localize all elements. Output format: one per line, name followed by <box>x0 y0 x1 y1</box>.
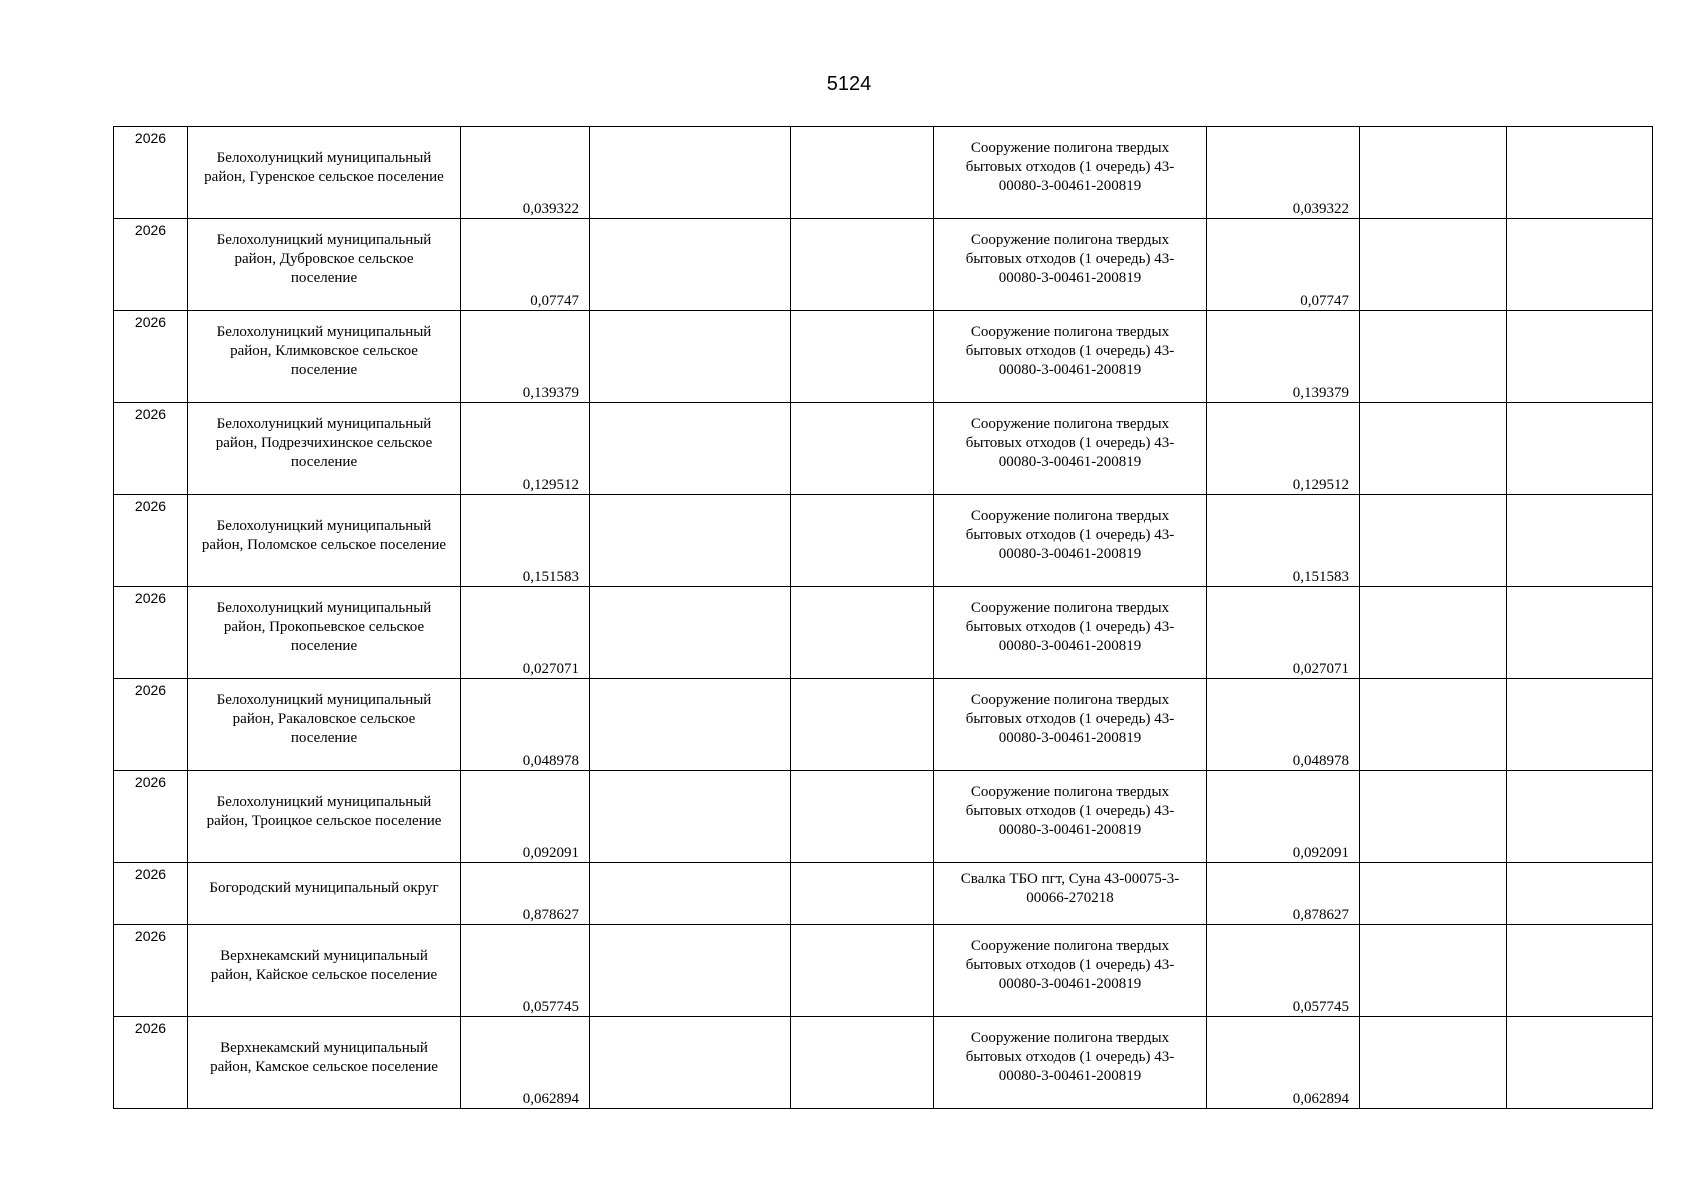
facility-amount-cell: 0,07747 <box>1207 219 1360 311</box>
year-cell: 2026 <box>114 311 188 403</box>
amount-cell: 0,129512 <box>461 403 590 495</box>
waste-facility-cell: Сооружение полигона твердых бытовых отходов (1 очередь) 43-00080-3-00461-200819 <box>934 771 1207 863</box>
year-cell: 2026 <box>114 1017 188 1109</box>
empty-cell <box>1507 127 1653 219</box>
empty-cell <box>791 495 934 587</box>
empty-cell <box>1360 863 1507 925</box>
waste-facility-cell: Сооружение полигона твердых бытовых отходов (1 очередь) 43-00080-3-00461-200819 <box>934 403 1207 495</box>
table-row <box>114 311 1653 403</box>
year-cell: 2026 <box>114 771 188 863</box>
waste-facility-cell: Сооружение полигона твердых бытовых отходов (1 очередь) 43-00080-3-00461-200819 <box>934 495 1207 587</box>
waste-facility-cell: Сооружение полигона твердых бытовых отходов (1 очередь) 43-00080-3-00461-200819 <box>934 679 1207 771</box>
empty-cell <box>791 127 934 219</box>
page-number: 5124 <box>826 73 872 95</box>
municipality-cell: Белохолуницкий муниципальный район, Гуренское сельское поселение <box>188 127 461 219</box>
table-row <box>114 495 1653 587</box>
amount-cell: 0,139379 <box>461 311 590 403</box>
year-cell: 2026 <box>114 925 188 1017</box>
empty-cell <box>590 925 791 1017</box>
waste-facility-cell: Сооружение полигона твердых бытовых отходов (1 очередь) 43-00080-3-00461-200819 <box>934 925 1207 1017</box>
year-cell: 2026 <box>114 219 188 311</box>
empty-cell <box>590 863 791 925</box>
year-cell: 2026 <box>114 127 188 219</box>
empty-cell <box>791 403 934 495</box>
empty-cell <box>590 1017 791 1109</box>
empty-cell <box>590 495 791 587</box>
amount-cell: 0,151583 <box>461 495 590 587</box>
empty-cell <box>590 771 791 863</box>
municipality-cell: Верхнекамский муниципальный район, Кайское сельское поселение <box>188 925 461 1017</box>
empty-cell <box>590 219 791 311</box>
table-row <box>114 219 1653 311</box>
empty-cell <box>791 679 934 771</box>
empty-cell <box>791 925 934 1017</box>
municipality-cell: Белохолуницкий муниципальный район, Ракаловское сельское поселение <box>188 679 461 771</box>
empty-cell <box>1507 587 1653 679</box>
empty-cell <box>1507 311 1653 403</box>
amount-cell: 0,062894 <box>461 1017 590 1109</box>
empty-cell <box>1360 925 1507 1017</box>
amount-cell: 0,027071 <box>461 587 590 679</box>
empty-cell <box>590 587 791 679</box>
table-row <box>114 1017 1653 1109</box>
facility-amount-cell: 0,129512 <box>1207 403 1360 495</box>
facility-amount-cell: 0,027071 <box>1207 587 1360 679</box>
empty-cell <box>1507 1017 1653 1109</box>
empty-cell <box>1360 127 1507 219</box>
municipality-cell: Белохолуницкий муниципальный район, Климковское сельское поселение <box>188 311 461 403</box>
empty-cell <box>590 679 791 771</box>
amount-cell: 0,07747 <box>461 219 590 311</box>
facility-amount-cell: 0,062894 <box>1207 1017 1360 1109</box>
amount-cell: 0,092091 <box>461 771 590 863</box>
empty-cell <box>590 403 791 495</box>
empty-cell <box>1507 403 1653 495</box>
empty-cell <box>590 127 791 219</box>
amount-cell: 0,048978 <box>461 679 590 771</box>
table-row <box>114 925 1653 1017</box>
waste-facility-cell: Сооружение полигона твердых бытовых отходов (1 очередь) 43-00080-3-00461-200819 <box>934 1017 1207 1109</box>
empty-cell <box>791 771 934 863</box>
municipality-cell: Верхнекамский муниципальный район, Камское сельское поселение <box>188 1017 461 1109</box>
year-cell: 2026 <box>114 587 188 679</box>
facility-amount-cell: 0,139379 <box>1207 311 1360 403</box>
empty-cell <box>1360 219 1507 311</box>
facility-amount-cell: 0,092091 <box>1207 771 1360 863</box>
table-row <box>114 587 1653 679</box>
empty-cell <box>1360 587 1507 679</box>
municipality-cell: Белохолуницкий муниципальный район, Троицкое сельское поселение <box>188 771 461 863</box>
empty-cell <box>1360 403 1507 495</box>
empty-cell <box>1360 1017 1507 1109</box>
year-cell: 2026 <box>114 403 188 495</box>
empty-cell <box>791 311 934 403</box>
waste-facility-cell: Свалка ТБО пгт, Суна 43-00075-3-00066-270218 <box>934 863 1207 925</box>
facility-amount-cell: 0,048978 <box>1207 679 1360 771</box>
waste-facility-cell: Сооружение полигона твердых бытовых отходов (1 очередь) 43-00080-3-00461-200819 <box>934 127 1207 219</box>
municipality-cell: Белохолуницкий муниципальный район, Прокопьевское сельское поселение <box>188 587 461 679</box>
empty-cell <box>1507 219 1653 311</box>
amount-cell: 0,878627 <box>461 863 590 925</box>
table-row <box>114 403 1653 495</box>
municipality-cell: Белохолуницкий муниципальный район, Дубровское сельское поселение <box>188 219 461 311</box>
municipality-cell: Белохолуницкий муниципальный район, Подрезчихинское сельское поселение <box>188 403 461 495</box>
year-cell: 2026 <box>114 863 188 925</box>
amount-cell: 0,039322 <box>461 127 590 219</box>
empty-cell <box>1507 495 1653 587</box>
empty-cell <box>1360 771 1507 863</box>
year-cell: 2026 <box>114 679 188 771</box>
waste-facility-cell: Сооружение полигона твердых бытовых отходов (1 очередь) 43-00080-3-00461-200819 <box>934 587 1207 679</box>
empty-cell <box>1360 679 1507 771</box>
facility-amount-cell: 0,878627 <box>1207 863 1360 925</box>
municipality-cell: Белохолуницкий муниципальный район, Поломское сельское поселение <box>188 495 461 587</box>
allocation-table <box>113 126 1653 1109</box>
facility-amount-cell: 0,057745 <box>1207 925 1360 1017</box>
amount-cell: 0,057745 <box>461 925 590 1017</box>
empty-cell <box>791 863 934 925</box>
table-row <box>114 863 1653 925</box>
table-row <box>114 679 1653 771</box>
waste-facility-cell: Сооружение полигона твердых бытовых отходов (1 очередь) 43-00080-3-00461-200819 <box>934 219 1207 311</box>
municipality-cell: Богородский муниципальный округ <box>188 863 461 925</box>
table-row <box>114 127 1653 219</box>
empty-cell <box>1507 863 1653 925</box>
empty-cell <box>791 219 934 311</box>
year-cell: 2026 <box>114 495 188 587</box>
empty-cell <box>1360 495 1507 587</box>
empty-cell <box>791 1017 934 1109</box>
waste-facility-cell: Сооружение полигона твердых бытовых отходов (1 очередь) 43-00080-3-00461-200819 <box>934 311 1207 403</box>
facility-amount-cell: 0,039322 <box>1207 127 1360 219</box>
empty-cell <box>1360 311 1507 403</box>
table-row <box>114 771 1653 863</box>
facility-amount-cell: 0,151583 <box>1207 495 1360 587</box>
empty-cell <box>791 587 934 679</box>
empty-cell <box>1507 771 1653 863</box>
empty-cell <box>1507 679 1653 771</box>
empty-cell <box>1507 925 1653 1017</box>
empty-cell <box>590 311 791 403</box>
